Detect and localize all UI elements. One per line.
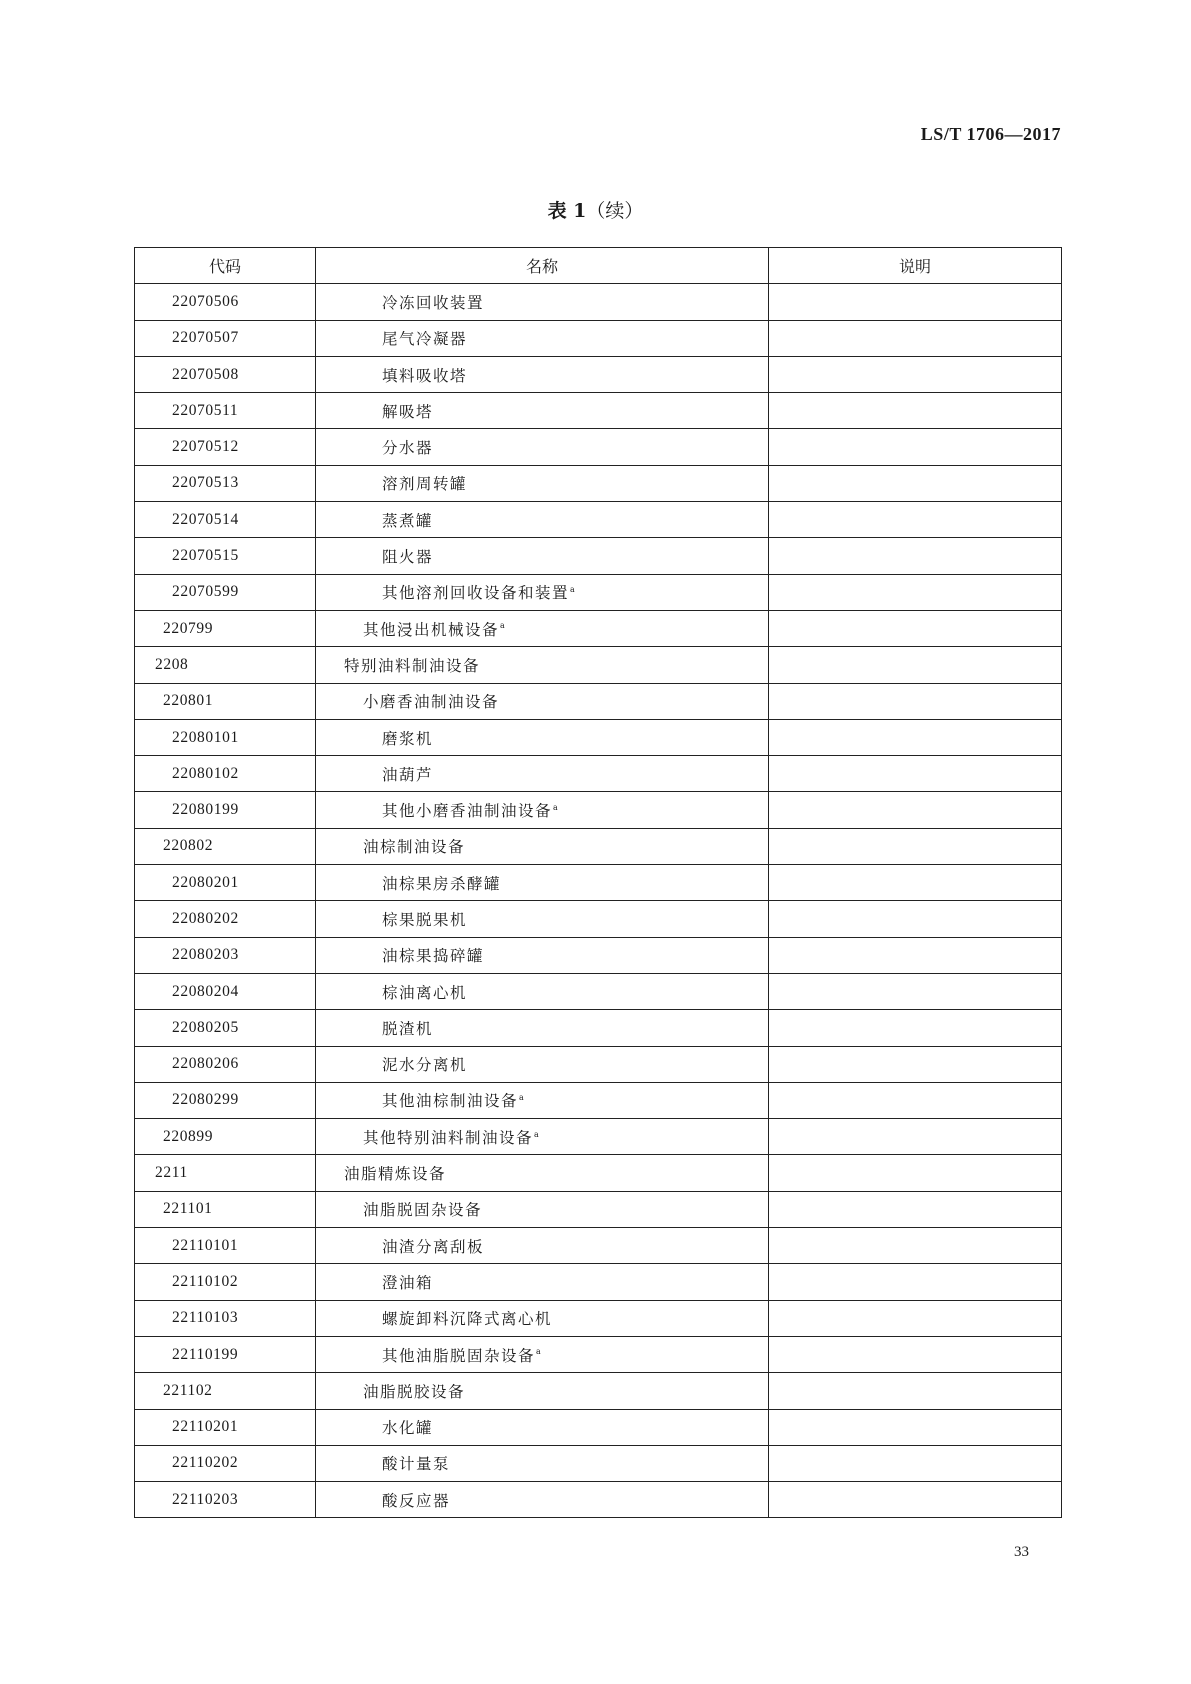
code-cell: 220899 [135,1119,316,1155]
footnote-marker: a [534,1129,539,1139]
table-header-row [135,248,1062,284]
code-cell: 22080205 [135,1010,316,1046]
table-row [135,973,1062,1009]
name-cell [316,320,769,356]
name-text: 油棕果捣碎罐 [382,947,485,966]
code-cell: 22070513 [135,465,316,501]
name-text: 油葫芦 [382,765,434,784]
column-header-desc: 说明 [769,248,1062,284]
table-row [135,828,1062,864]
table-row [135,1119,1062,1155]
name-cell [316,973,769,1009]
code-cell: 22080202 [135,901,316,937]
code-cell: 220802 [135,828,316,864]
desc-cell [769,284,1062,320]
name-cell [316,393,769,429]
desc-cell [769,756,1062,792]
desc-cell [769,610,1062,646]
name-cell [316,610,769,646]
desc-cell [769,1336,1062,1372]
table-row [135,683,1062,719]
column-header-code: 代码 [135,248,316,284]
name-text: 其他油棕制油设备 [382,1092,519,1111]
name-cell [316,865,769,901]
footnote-marker: a [553,802,558,812]
name-cell [316,1300,769,1336]
code-cell: 22070599 [135,574,316,610]
desc-cell [769,937,1062,973]
footnote-marker: a [536,1347,541,1357]
table-row [135,1409,1062,1445]
table-row [135,1300,1062,1336]
code-cell: 22110101 [135,1228,316,1264]
footnote-marker: a [570,585,575,595]
page-number: 33 [1014,1544,1029,1560]
table-row [135,538,1062,574]
code-cell: 22080102 [135,756,316,792]
footnote-marker: a [500,621,505,631]
name-text: 油棕果房杀酵罐 [382,874,502,893]
table-row [135,647,1062,683]
table-row [135,1082,1062,1118]
code-cell: 22070512 [135,429,316,465]
desc-cell [769,538,1062,574]
name-text: 酸计量泵 [382,1455,451,1474]
table-row [135,574,1062,610]
table-row [135,1228,1062,1264]
table-row [135,393,1062,429]
desc-cell [769,973,1062,1009]
name-cell [316,502,769,538]
code-cell: 22110201 [135,1409,316,1445]
desc-cell [769,393,1062,429]
name-text: 其他小磨香油制油设备 [382,802,553,821]
desc-cell [769,1119,1062,1155]
name-text: 小磨香油制油设备 [363,693,500,712]
code-cell: 2208 [135,647,316,683]
name-text: 其他浸出机械设备 [363,620,500,639]
desc-cell [769,429,1062,465]
table-row [135,1264,1062,1300]
name-cell [316,828,769,864]
code-cell: 22070508 [135,356,316,392]
desc-cell [769,1155,1062,1191]
desc-cell [769,465,1062,501]
code-cell: 22080101 [135,719,316,755]
table-caption-number: 表 1 [547,200,587,222]
column-header-name: 名称 [316,248,769,284]
table-caption [0,196,1191,223]
name-cell [316,356,769,392]
name-text: 澄油箱 [382,1273,434,1292]
code-cell: 22110103 [135,1300,316,1336]
name-cell [316,1373,769,1409]
desc-cell [769,1300,1062,1336]
name-cell [316,901,769,937]
code-cell: 22110199 [135,1336,316,1372]
code-cell: 221102 [135,1373,316,1409]
code-cell: 22110102 [135,1264,316,1300]
desc-cell [769,683,1062,719]
code-cell: 22110203 [135,1482,316,1518]
code-cell: 220799 [135,610,316,646]
name-cell [316,1336,769,1372]
name-cell [316,719,769,755]
code-cell: 22070514 [135,502,316,538]
name-text: 蒸煮罐 [382,511,434,530]
name-cell [316,1482,769,1518]
name-text: 油脂脱固杂设备 [363,1201,483,1220]
table-row [135,320,1062,356]
desc-cell [769,1373,1062,1409]
code-cell: 22080299 [135,1082,316,1118]
table-row [135,1191,1062,1227]
name-text: 溶剂周转罐 [382,475,468,494]
name-text: 棕果脱果机 [382,910,468,929]
name-cell [316,937,769,973]
name-cell [316,429,769,465]
code-cell: 22080199 [135,792,316,828]
name-cell [316,1264,769,1300]
table-row [135,792,1062,828]
desc-cell [769,719,1062,755]
name-text: 解吸塔 [382,402,434,421]
code-cell: 220801 [135,683,316,719]
equipment-code-table [134,247,1062,1518]
desc-cell [769,502,1062,538]
code-cell: 22080206 [135,1046,316,1082]
name-cell [316,647,769,683]
name-text: 填料吸收塔 [382,366,468,385]
name-cell [316,756,769,792]
name-text: 棕油离心机 [382,983,468,1002]
table-row [135,1445,1062,1481]
standard-code: LS/T 1706—2017 [920,124,1061,144]
desc-cell [769,901,1062,937]
name-cell [316,1228,769,1264]
name-cell [316,792,769,828]
table-row [135,719,1062,755]
name-text: 特别油料制油设备 [344,656,481,675]
name-text: 尾气冷凝器 [382,330,468,349]
code-cell: 22070515 [135,538,316,574]
desc-cell [769,647,1062,683]
code-cell: 221101 [135,1191,316,1227]
code-cell: 22080201 [135,865,316,901]
name-text: 其他油脂脱固杂设备 [382,1346,536,1365]
name-cell [316,465,769,501]
table-row [135,1010,1062,1046]
code-cell: 22080204 [135,973,316,1009]
desc-cell [769,1010,1062,1046]
desc-cell [769,828,1062,864]
name-cell [316,683,769,719]
name-cell [316,284,769,320]
desc-cell [769,1409,1062,1445]
table-row [135,356,1062,392]
code-cell: 2211 [135,1155,316,1191]
table-body [135,284,1062,1518]
desc-cell [769,574,1062,610]
table-row [135,756,1062,792]
table-row [135,465,1062,501]
code-cell: 22070511 [135,393,316,429]
table-row [135,610,1062,646]
name-cell [316,538,769,574]
table-row [135,1482,1062,1518]
name-text: 水化罐 [382,1419,434,1438]
desc-cell [769,320,1062,356]
table-row [135,1373,1062,1409]
desc-cell [769,1046,1062,1082]
table-row [135,865,1062,901]
desc-cell [769,792,1062,828]
code-cell: 22070506 [135,284,316,320]
name-text: 其他特别油料制油设备 [363,1128,534,1147]
name-text: 磨浆机 [382,729,434,748]
desc-cell [769,1482,1062,1518]
desc-cell [769,1264,1062,1300]
name-cell [316,1409,769,1445]
name-text: 阻火器 [382,548,434,567]
name-text: 螺旋卸料沉降式离心机 [382,1310,553,1329]
code-cell: 22110202 [135,1445,316,1481]
table-row [135,1155,1062,1191]
name-text: 泥水分离机 [382,1056,468,1075]
name-text: 油脂精炼设备 [344,1165,447,1184]
name-cell [316,1119,769,1155]
name-text: 其他溶剂回收设备和装置 [382,584,570,603]
name-cell [316,574,769,610]
footnote-marker: a [519,1093,524,1103]
name-cell [316,1082,769,1118]
table-row [135,429,1062,465]
name-cell [316,1010,769,1046]
name-text: 油脂脱胶设备 [363,1382,466,1401]
code-cell: 22080203 [135,937,316,973]
desc-cell [769,865,1062,901]
name-text: 油棕制油设备 [363,838,466,857]
table-row [135,1046,1062,1082]
code-cell: 22070507 [135,320,316,356]
table-row [135,1336,1062,1372]
table-row [135,937,1062,973]
name-text: 分水器 [382,439,434,458]
name-cell [316,1445,769,1481]
name-text: 冷冻回收装置 [382,293,485,312]
table-caption-continued: （续） [586,200,644,222]
name-text: 油渣分离刮板 [382,1237,485,1256]
desc-cell [769,1191,1062,1227]
name-text: 脱渣机 [382,1019,434,1038]
desc-cell [769,1082,1062,1118]
table-row [135,502,1062,538]
name-cell [316,1191,769,1227]
desc-cell [769,1228,1062,1264]
table-row [135,901,1062,937]
table-row [135,284,1062,320]
name-text: 酸反应器 [382,1491,451,1510]
name-cell [316,1155,769,1191]
name-cell [316,1046,769,1082]
desc-cell [769,1445,1062,1481]
desc-cell [769,356,1062,392]
